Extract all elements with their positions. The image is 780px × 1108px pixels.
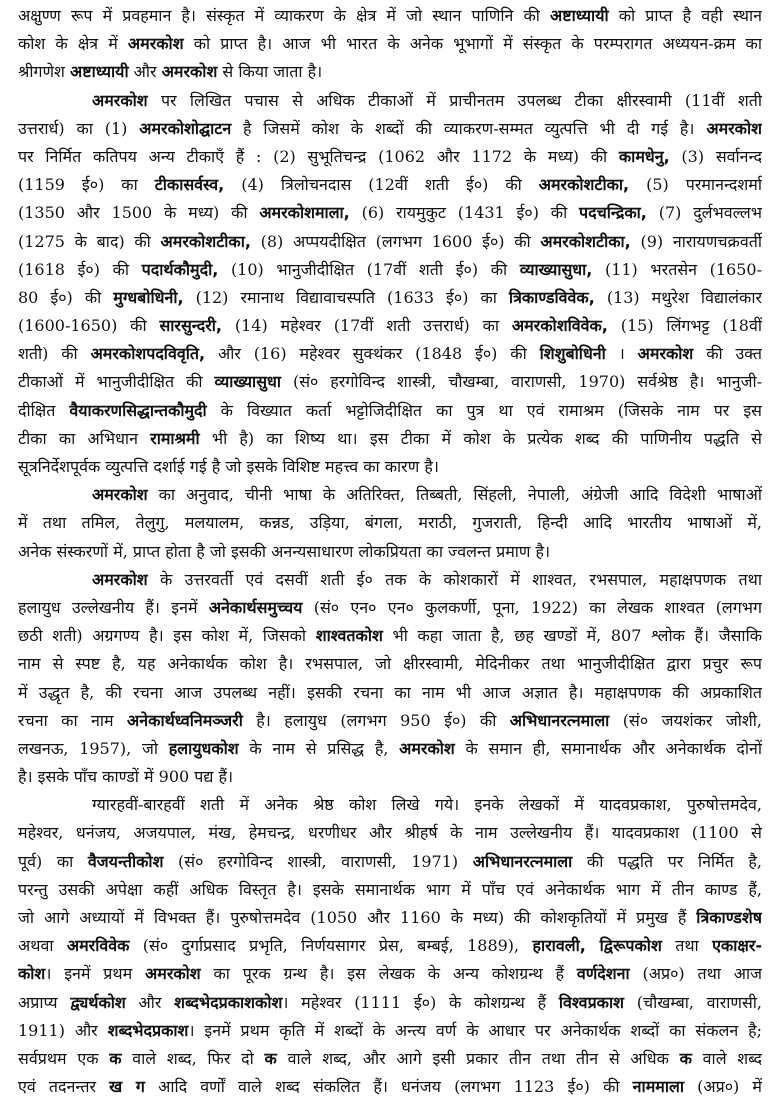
text-run: और (16) महेश्वर सुक्थंकर (1848 ई०) की	[205, 344, 540, 364]
text-line	[18, 932, 762, 960]
text-run: आदि वर्णों वाले शब्द संकलित हैं। धनंजय (लगभग 1123 ई०) की	[144, 1077, 633, 1097]
text-run: । इनमें प्रथम कृति में शब्दों के अन्त्य वर्ण के आधार पर अनेकार्थक शब्दों का संकलन है;	[188, 1020, 762, 1040]
text-run: (अप्र०) तथा आज	[629, 964, 762, 984]
text-run: (अप्र०) में	[683, 1077, 762, 1097]
text-run: को प्राप्त है। आज भी भारत के अनेक भूभागों में संस्कृत के परम्परागत अध्ययन-क्रम का	[183, 34, 762, 54]
text-run: अनेक संस्करणों में, प्राप्त होता है जो इसकी अनन्यसाधारण लोकप्रियता का ज्वलन्त प्रमाण है।	[18, 541, 551, 561]
text-line	[18, 30, 762, 58]
text-run: (6) रायमुकुट (1431 ई०) की	[349, 203, 580, 223]
text-line	[18, 679, 762, 707]
bold-term: अमरकोश	[399, 738, 455, 758]
bold-term: नाममाला	[632, 1077, 684, 1097]
text-run: (सं० जयशंकर जोशी,	[609, 710, 762, 730]
text-run: (15) लिंगभट्ट (18वीं	[607, 316, 762, 336]
text-run: है जिसमें कोश के शब्दों की व्याकरण-सम्मत व्युत्पत्ति भी दी गई है।	[231, 118, 707, 138]
text-run: पूर्व) का	[18, 851, 88, 871]
text-run: का अनुवाद, चीनी भाषा के अतिरिक्त, तिब्बती, सिंहली, नेपाली, अंग्रेजी आदि विदेशी भाषाओं	[147, 485, 762, 505]
bold-term: व्याख्यासुधा,	[519, 259, 593, 279]
text-run: (1159 ई०) का	[18, 175, 155, 195]
text-run: ग्यारहवीं-बारहवीं शती में अनेक श्रेष्ठ कोश लिखे गये। इनके लेखकों में यादवप्रकाश, पुरुषोत्तमदेव,	[92, 795, 762, 815]
text-line	[18, 425, 762, 453]
text-run: 80 ई०) की	[18, 287, 114, 307]
bold-term: अष्टाध्यायी	[70, 62, 129, 82]
text-run: (5) परमानन्दशर्मा	[629, 175, 762, 195]
text-run: । महेश्वर (1111 ई०) के कोशग्रन्थ हैं	[282, 992, 559, 1012]
text-run: (14) महेश्वर (17वीं शती उत्तरार्ध) का	[222, 316, 512, 336]
text-run: वाले शब्द, फिर दो	[121, 1048, 265, 1068]
text-line	[18, 228, 762, 256]
bold-term: अमरकोश	[161, 62, 218, 82]
text-run: अथवा	[18, 936, 67, 956]
text-line	[18, 397, 762, 425]
bold-term: कोश	[18, 964, 46, 984]
bold-term: टीकासर्वस्व,	[154, 175, 225, 195]
text-run: (चौखम्बा, वाराणसी,	[624, 992, 762, 1012]
text-run: कोश के क्षेत्र में	[18, 34, 128, 54]
text-run: नाम से स्पष्ट है, यह अनेकार्थक कोश है। रभसपाल, जो क्षीरस्वामी, मेदिनीकर तथा भानुजीदीक्षित द्वारा प्रचुर रूप	[18, 654, 762, 674]
bold-term: शाश्वतकोश	[315, 626, 383, 646]
bold-term: हलायुधकोश	[168, 738, 239, 758]
text-line	[18, 143, 762, 171]
bold-term: अनेकार्थसमुच्चय	[208, 597, 303, 617]
text-run: (9) नारायणचक्रवर्ती	[630, 231, 762, 251]
text-run: श्रीगणेश	[18, 62, 71, 82]
text-run: (1600-1650) की	[18, 316, 160, 336]
text-run: (सं० एन० एन० कुलकर्णी, पूना, 1922) का लेखक शाश्वत (लगभग	[302, 597, 762, 617]
text-line	[18, 904, 762, 932]
text-run: (1350 और 1500 के मध्य) की	[18, 203, 260, 223]
bold-term: पदचन्द्रिका,	[579, 203, 647, 223]
text-run: भी है) का शिष्य था। इस टीका में कोश के प्रत्येक शब्द की पाणिनीय पद्धति से	[199, 428, 762, 448]
bold-term: द्व्यर्थकोश	[70, 992, 126, 1012]
text-run: (सं० हरगोविन्द शास्त्री, वाराणसी, 1971)	[163, 851, 473, 871]
text-run: सूत्रनिर्देशपूर्वक व्युत्पत्ति दर्शाई गई है जो इसके विशिष्ट महत्त्व का कारण है।	[18, 457, 439, 476]
text-run: भी कहा जाता है, छह खण्डों में, 807 श्लोक हैं। जैसाकि	[382, 626, 762, 646]
text-run: (13) मथुरेश विद्यालंकार	[594, 287, 762, 307]
text-run: 1911) और	[18, 1020, 108, 1040]
bold-term: अमरकोश	[92, 90, 148, 110]
text-run: (11) भरतसेन (1650-	[592, 259, 762, 279]
text-run: (7) दुर्लभवल्लभ	[646, 203, 762, 223]
text-run: (3) सर्वानन्द	[669, 146, 762, 166]
text-run: पर लिखित पचास से अधिक टीकाओं में प्राचीनतम उपलब्ध टीका क्षीरस्वामी (11वीं शती	[147, 90, 762, 110]
text-run: के उत्तरवर्ती एवं दसवीं शती ई० तक के कोशकारों में शाश्वत, रभसपाल, महाक्षपणक तथा	[147, 569, 762, 589]
text-run: सर्वप्रथम एक	[18, 1048, 110, 1068]
text-run: (12) रमानाथ विद्यावाचस्पति (1633 ई०) का	[183, 287, 509, 307]
bold-term: अमरकोश	[145, 964, 201, 984]
bold-term: सारसुन्दरी,	[159, 316, 222, 336]
text-run: की पद्धति पर निर्मित है,	[572, 851, 762, 871]
bold-term: अमरकोशमाला,	[259, 203, 350, 223]
bold-term: अमरकोशपदविवृति,	[90, 344, 206, 364]
text-line	[18, 256, 762, 284]
text-run: (1275 के बाद) की	[18, 231, 161, 251]
text-run: ।	[605, 344, 638, 364]
bold-term: अमरकोशोद्घाटन	[139, 118, 232, 138]
text-line	[18, 707, 762, 735]
text-line	[18, 368, 762, 396]
text-run: के समान ही, समानार्थक और अनेकार्थक दोनों	[454, 738, 762, 758]
bold-term: कामधेनु,	[618, 146, 670, 166]
text-run: उत्तरार्ध) का (1)	[18, 118, 140, 138]
text-line	[18, 509, 762, 537]
text-line	[18, 735, 762, 763]
text-run: (सं० दुर्गाप्रसाद प्रभृति, निर्णयसागर प्रेस, बम्बई, 1889),	[129, 936, 533, 956]
bold-term: अमरकोशविवेक,	[511, 316, 608, 336]
bold-term: शिशुबोधिनी	[539, 344, 606, 364]
bold-term: शब्दभेदप्रकाश	[107, 1020, 189, 1040]
text-line	[18, 622, 762, 650]
text-run: टीका का अभिधान	[18, 428, 151, 448]
text-line	[18, 566, 762, 594]
text-line	[18, 538, 762, 566]
text-line	[18, 1045, 762, 1073]
bold-term: अमरविवेक	[66, 936, 130, 956]
text-run: का पूरक ग्रन्थ है। इस लेखक के अन्य कोशग्रन्थ हैं	[200, 964, 577, 984]
bold-term: एकाक्षर-	[712, 936, 762, 956]
bold-term: अभिधानरत्नमाला	[472, 851, 573, 871]
bold-term: अमरकोशटीका,	[540, 231, 631, 251]
bold-term: अमरकोशटीका,	[538, 175, 630, 195]
bold-term: शब्दभेदप्रकाशकोश	[174, 992, 283, 1012]
text-line	[18, 650, 762, 678]
bold-term: क	[679, 1048, 692, 1068]
bold-term: ख ग	[109, 1077, 145, 1097]
text-run: टीकाओं में भानुजीदीक्षित की	[18, 372, 215, 392]
text-line	[18, 481, 762, 509]
text-run: । इनमें प्रथम	[45, 964, 146, 984]
bold-term: पदार्थकौमुदी,	[141, 259, 219, 279]
text-run: हलायुध उल्लेखनीय हैं। इनमें	[18, 597, 209, 617]
text-run: वाले शब्द, और आगे इसी प्रकार तीन तथा तीन से अधिक	[276, 1048, 680, 1068]
text-run: और	[125, 992, 175, 1012]
text-line	[18, 594, 762, 622]
bold-term: अमरकोश	[706, 118, 762, 138]
bold-term: वैजयन्तीकोश	[87, 851, 164, 871]
text-run: है। हलायुध (लगभग 950 ई०) की	[242, 710, 510, 730]
text-run: अप्राप्य	[18, 992, 71, 1012]
bold-term: मुग्धबोधिनी,	[113, 287, 184, 307]
bold-term: त्रिकाण्डशेष	[696, 908, 762, 927]
text-run: के नाम से प्रसिद्ध है,	[238, 738, 400, 758]
text-run: में उद्धृत है, की रचना आज उपलब्ध नहीं। इसकी रचना का नाम भी आज अज्ञात है। महाक्षपणक की अप्रकाशित	[18, 682, 762, 702]
text-run: और	[128, 62, 162, 82]
text-line	[18, 171, 762, 199]
text-line	[18, 87, 762, 115]
text-run: जो आगे अध्यायों में विभक्त हैं। पुरुषोत्तमदेव (1050 और 1160 के मध्य) की कोशकृतियों में प्रमुख हैं	[18, 908, 697, 927]
bold-term: त्रिकाण्डविवेक,	[508, 287, 595, 307]
text-line	[18, 791, 762, 819]
text-run: (8) अप्पयदीक्षित (लगभग 1600 ई०) की	[250, 231, 541, 251]
text-run: के विख्यात कर्ता भट्टोजिदीक्षित का पुत्र था एवं रामाश्रम (जिसके नाम पर इस	[206, 400, 762, 420]
bold-term: अमरकोश	[92, 485, 148, 505]
text-line	[18, 876, 762, 904]
text-run: रचना का नाम	[18, 710, 128, 730]
text-line	[18, 199, 762, 227]
text-run: महेश्वर, धनंजय, अजयपाल, मंख, हेमचन्द्र, धरणीधर और श्रीहर्ष के नाम उल्लेखनीय हैं। यादवप्रकाश (1100 से	[18, 823, 762, 843]
text-line	[18, 58, 762, 86]
bold-term: अमरकोशटीका,	[160, 231, 251, 251]
bold-term: क	[109, 1048, 122, 1068]
text-line	[18, 312, 762, 340]
text-run: से किया जाता है।	[217, 62, 323, 82]
text-run: दीक्षित	[18, 400, 70, 420]
text-run: (1618 ई०) की	[18, 259, 142, 279]
text-run: तथा	[661, 936, 713, 956]
text-run: को प्राप्त है वही स्थान	[608, 6, 762, 25]
text-line	[18, 284, 762, 312]
text-line	[18, 989, 762, 1017]
text-line	[18, 115, 762, 143]
text-line	[18, 819, 762, 847]
text-run: (4) त्रिलोचनदास (12वीं शती ई०) की	[224, 175, 539, 195]
bold-term: अमरकोश	[92, 569, 148, 589]
bold-term: वैयाकरणसिद्धान्तकौमुदी	[69, 400, 207, 420]
text-run: में तथा तमिल, तेलुगु, मलयालम, कन्नड, उड़िया, बंगला, मराठी, गुजराती, हिन्दी आदि भारतीय भाषाओं में,	[18, 513, 762, 533]
text-line	[18, 1073, 762, 1101]
bold-term: अनेकार्थध्वनिमञ्जरी	[127, 710, 243, 730]
text-run: पर निर्मित कतिपय अन्य टीकाएँ हैं : (2) सुभूतिचन्द्र (1062 और 1172 के मध्य) की	[18, 146, 619, 166]
text-run: (सं० हरगोविन्द शास्त्री, चौखम्बा, वाराणसी, 1970) सर्वश्रेष्ठ है। भानुजी-	[281, 372, 762, 392]
text-run: शती) की	[18, 344, 91, 364]
text-line	[18, 453, 762, 481]
text-run: एवं तदनन्तर	[18, 1077, 110, 1097]
text-line	[18, 960, 762, 988]
text-line	[18, 1017, 762, 1045]
text-line	[18, 2, 762, 30]
bold-term: अमरकोश	[637, 344, 694, 364]
bold-term: विश्वप्रकाश	[558, 992, 624, 1012]
bold-term: अभिधानरत्नमाला	[509, 710, 610, 730]
bold-term: हारावली, द्विरूपकोश	[532, 936, 662, 956]
text-run: अक्षुण्ण रूप में प्रवहमान है। संस्कृत में व्याकरण के क्षेत्र में जो स्थान पाणिनि की	[18, 6, 551, 25]
text-run: लखनऊ, 1957), जो	[18, 738, 169, 758]
text-run: (10) भानुजीदीक्षित (17वीं शती ई०) की	[218, 259, 520, 279]
text-line	[18, 848, 762, 876]
bold-term: वर्णदेशना	[576, 964, 630, 984]
text-line	[18, 763, 762, 791]
bold-term: अष्टाध्यायी	[550, 6, 609, 25]
document-page	[18, 2, 762, 1101]
text-run: परन्तु उसकी अपेक्षा कहीं अधिक विस्तृत है। इसके समानार्थक भाग में पाँच एवं अनेकार्थक भाग में तीन काण्ड हैं,	[18, 879, 762, 899]
bold-term: क	[264, 1048, 277, 1068]
bold-term: अमरकोश	[127, 34, 184, 54]
bold-term: रामाश्रमी	[150, 428, 200, 448]
text-line	[18, 340, 762, 368]
bold-term: व्याख्यासुधा	[214, 372, 281, 392]
text-run: वाले शब्द	[691, 1048, 762, 1068]
text-run: है। इसके पाँच काण्डों में 900 पद्य हैं।	[18, 767, 234, 787]
text-run: की उक्त	[693, 344, 762, 364]
text-run: छठी शती) अग्रगण्य है। इस कोश में, जिसको	[18, 626, 316, 646]
